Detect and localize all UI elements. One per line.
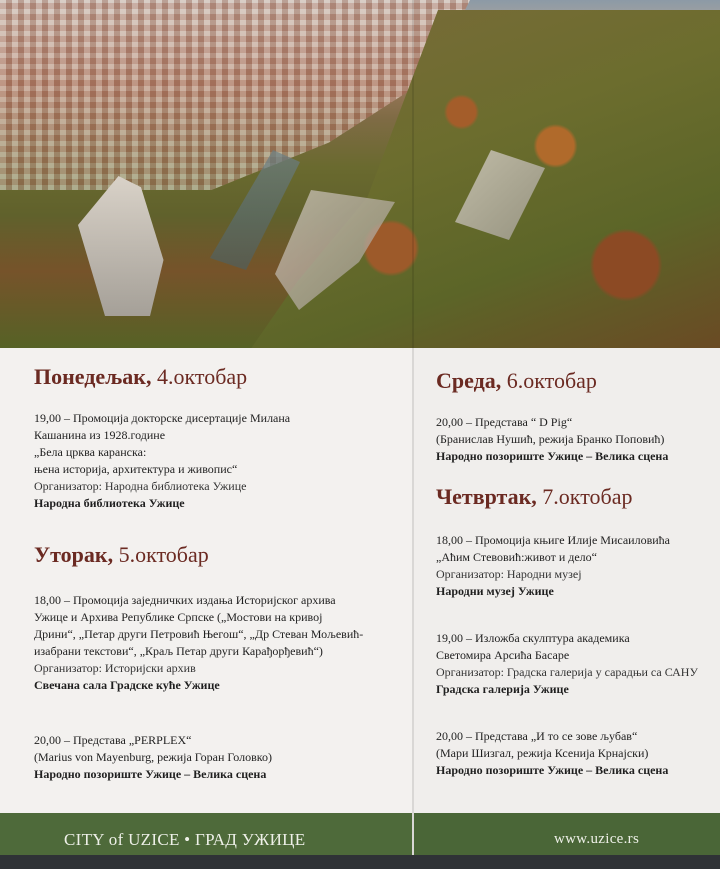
right-panel (414, 348, 720, 813)
day-date: 4.октобар (157, 364, 248, 389)
fortress (78, 176, 168, 316)
event-organizer: Организатор: Градска галерија у сарадњи са САНУ (436, 665, 698, 679)
day-heading-wednesday (436, 368, 597, 394)
event-thursday-2 (436, 630, 698, 698)
left-panel (0, 348, 412, 813)
event-organizer: Организатор: Народни музеј (436, 567, 582, 581)
website-url[interactable]: www.uzice.rs (554, 831, 640, 847)
day-heading-thursday (436, 484, 632, 510)
event-venue: Народни музеј Ужице (436, 584, 554, 598)
event-line: 20,00 – Представа „И то се зове љубав“ (436, 729, 638, 743)
event-venue: Народно позориште Ужице – Велика сцена (436, 763, 669, 777)
event-tuesday-1 (34, 592, 363, 694)
day-date: 5.октобар (118, 542, 209, 567)
event-line: (Бранислав Нушић, режија Бранко Поповић) (436, 432, 665, 446)
event-line: њена историја, архитектура и живопис“ (34, 462, 238, 476)
fold-line (412, 0, 414, 869)
event-organizer: Организатор: Народна библиотека Ужице (34, 479, 247, 493)
event-line: 19,00 – Промоција докторске дисертације Милана (34, 411, 291, 425)
event-organizer: Организатор: Историјски архив (34, 661, 196, 675)
event-tuesday-2 (34, 732, 272, 783)
event-line: 20,00 – Представа “ D Pig“ (436, 415, 573, 429)
event-venue: Народно позориште Ужице – Велика сцена (436, 449, 669, 463)
event-line: 18,00 – Промоција књиге Илије Мисаиловића (436, 533, 671, 547)
event-line: изабрани текстови“, „Краљ Петар други Карађорђевић“) (34, 644, 323, 658)
day-name: Понедељак, (34, 364, 152, 389)
event-line: Дрини“, „Петар други Петровић Његош“, „Др Стеван Мољевић- (34, 627, 364, 641)
day-name: Среда, (436, 368, 502, 393)
event-line: 18,00 – Промоција заједничких издања Историјског архива (34, 593, 336, 607)
event-venue: Народна библиотека Ужице (34, 496, 185, 510)
event-line: (Marius von Mayenburg, режија Горан Головко) (34, 750, 273, 764)
city-landscape-photo (0, 0, 720, 348)
event-line: (Мари Шизгал, режија Ксенија Крнајски) (436, 746, 649, 760)
event-line: Кашанина из 1928.године (34, 428, 166, 442)
day-heading-monday (34, 364, 247, 390)
event-line: „Бела црква каранска: (34, 445, 147, 459)
event-line: Ужице и Архива Републике Српске („Мостови на кривој (34, 610, 323, 624)
event-line: 19,00 – Изложба скулптура академика (436, 631, 630, 645)
day-date: 7.октобар (542, 484, 633, 509)
city-name-footer: CITY of UZICE • ГРАД УЖИЦЕ (64, 830, 306, 849)
day-heading-tuesday (34, 542, 209, 568)
event-line: Светомира Арсића Басаре (436, 648, 570, 662)
event-monday (34, 410, 290, 512)
event-wednesday (436, 414, 668, 465)
event-thursday-3 (436, 728, 668, 779)
event-venue: Свечана сала Градске куће Ужице (34, 678, 220, 692)
day-name: Уторак, (34, 542, 114, 567)
background-edge (0, 855, 720, 869)
event-venue: Градска галерија Ужице (436, 682, 569, 696)
day-date: 6.октобар (506, 368, 597, 393)
event-line: „Аћим Стевовић:живот и дело“ (436, 550, 597, 564)
event-venue: Народно позориште Ужице – Велика сцена (34, 767, 267, 781)
day-name: Четвртак, (436, 484, 537, 509)
event-line: 20,00 – Представа „PERPLEX“ (34, 733, 192, 747)
event-thursday-1 (436, 532, 670, 600)
